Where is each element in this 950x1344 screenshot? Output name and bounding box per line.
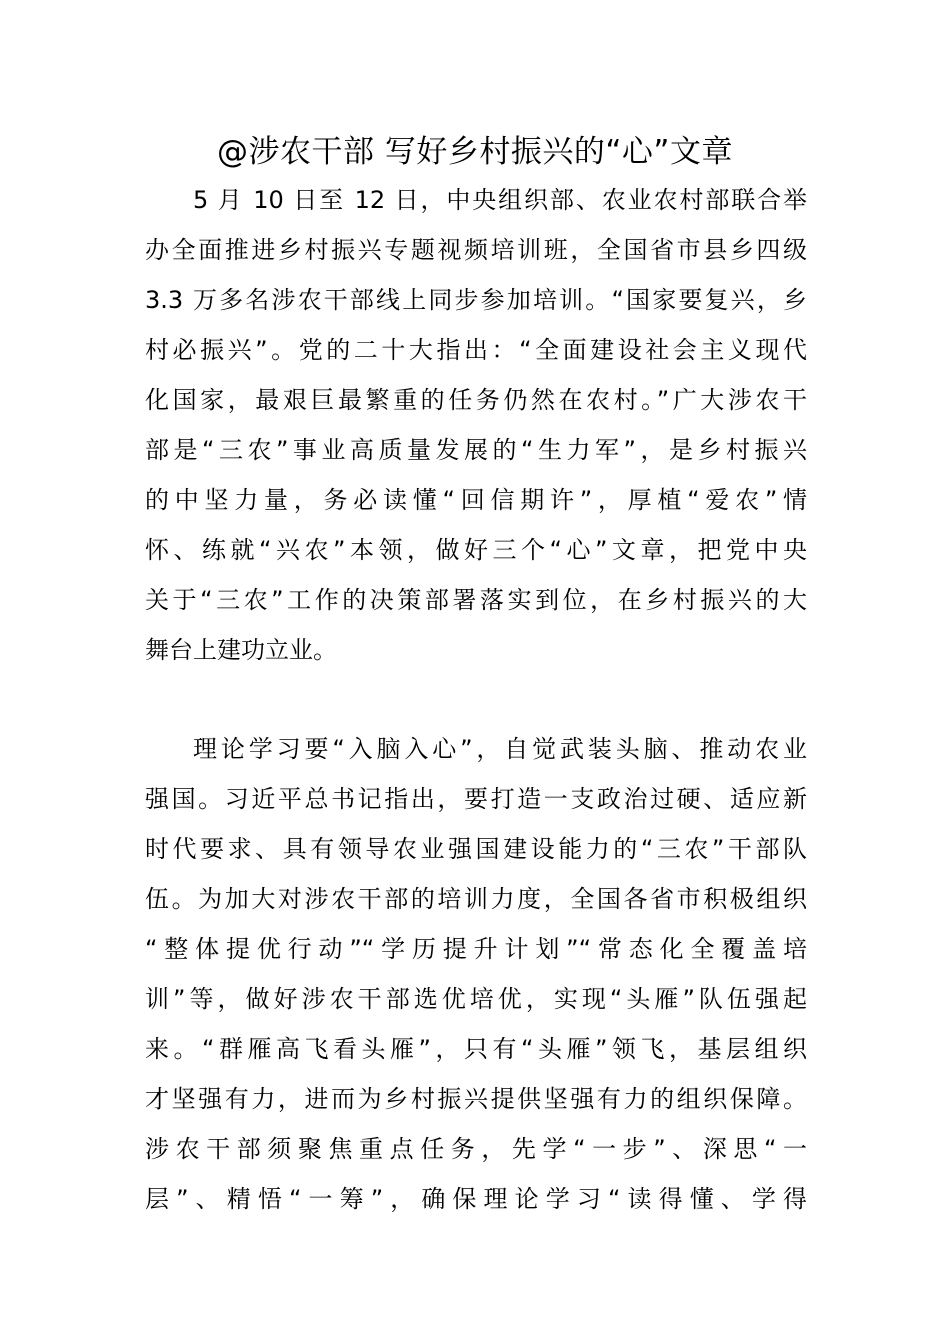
paragraph-line: 舞台上建功立业。 [145, 636, 337, 664]
paragraph-line: 涉农干部须聚焦重点任务，先学“一步”、深思“一 [145, 1135, 807, 1163]
paragraph-line: 伍。为加大对涉农干部的培训力度，全国各省市积极组织 [145, 885, 807, 913]
paragraph-line: “整体提优行动”“学历提升计划”“常态化全覆盖培 [145, 935, 807, 963]
paragraph-line: 训”等，做好涉农干部选优培优，实现“头雁”队伍强起 [145, 985, 807, 1013]
paragraph-line: 来。“群雁高飞看头雁”，只有“头雁”领飞，基层组织 [145, 1035, 807, 1063]
paragraph-line: 部是“三农”事业高质量发展的“生力军”，是乡村振兴 [145, 436, 807, 464]
paragraph-line: 村必振兴”。党的二十大指出：“全面建设社会主义现代 [145, 336, 807, 364]
document-title: @涉农干部 写好乡村振兴的“心”文章 [217, 134, 733, 170]
paragraph-line: 强国。习近平总书记指出，要打造一支政治过硬、适应新 [145, 785, 807, 813]
paragraph-line: 时代要求、具有领导农业强国建设能力的“三农”干部队 [145, 835, 807, 863]
paragraph-line: 层”、精悟“一筹”，确保理论学习“读得懂、学得 [145, 1185, 807, 1213]
paragraph-line: 的中坚力量，务必读懂“回信期许”，厚植“爱农”情 [145, 486, 807, 514]
paragraph-intro [145, 175, 807, 675]
paragraph-line: 化国家，最艰巨最繁重的任务仍然在农村。”广大涉农干 [145, 386, 807, 414]
paragraph-line: 办全面推进乡村振兴专题视频培训班，全国省市县乡四级 [145, 236, 807, 264]
paragraph-line: 5 月 10 日至 12 日，中央组织部、农业农村部联合举 [193, 186, 807, 214]
paragraph-line: 理论学习要“入脑入心”，自觉武装头脑、推动农业 [193, 735, 807, 763]
paragraph-line: 3.3 万多名涉农干部线上同步参加培训。“国家要复兴，乡 [145, 286, 807, 314]
paragraph-line: 关于“三农”工作的决策部署落实到位，在乡村振兴的大 [145, 586, 807, 614]
paragraph-theory-study [145, 724, 807, 1224]
paragraph-line: 才坚强有力，进而为乡村振兴提供坚强有力的组织保障。 [145, 1085, 807, 1113]
paragraph-line: 怀、练就“兴农”本领，做好三个“心”文章，把党中央 [145, 536, 807, 564]
